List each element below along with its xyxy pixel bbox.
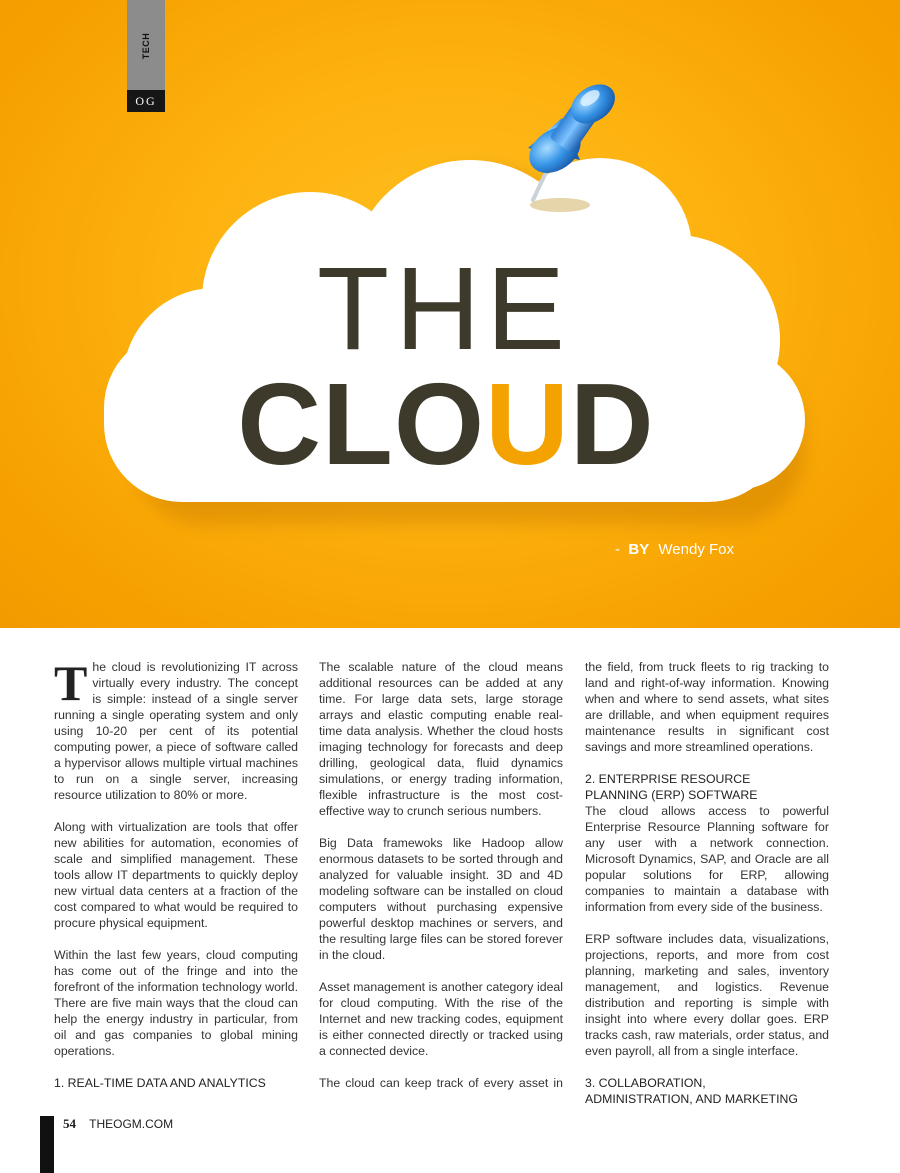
title-part-1: CLO	[237, 359, 486, 489]
site-url: THEOGM.COM	[89, 1117, 174, 1131]
byline-dash: -	[615, 541, 621, 558]
paragraph: Big Data framewoks like Hadoop allow enormous datasets to be sorted through and analyzed for valuable insight. 3D and 4D modeling software can be installed on cloud computers without purchasing expensive powerful desktop machines or servers, and the resulting large files can be stored forever in the cloud.	[319, 836, 563, 962]
paragraph	[54, 655, 298, 803]
article-column-3	[585, 659, 829, 1123]
paragraph: the field, from truck fleets to rig tracking to land and right-of-way information. Knowing when and where to send assets, what sites are drillable, and when equipment requires maintenance results in significant cost savings and more streamlined operations.	[585, 660, 829, 754]
drop-cap: T	[54, 655, 88, 711]
paragraph: The cloud allows access to powerful Enterprise Resource Planning software for any user with a network connection. Microsoft Dynamics, SAP, and Oracle are all popular solutions for ERP, allowing companies to maintain a database with information from every side of the business.	[585, 804, 829, 914]
paragraph: The cloud can keep track of every asset in	[319, 1076, 563, 1090]
title-line-2	[0, 359, 896, 489]
page-number: 54	[63, 1116, 76, 1131]
og-logo: OG	[127, 90, 165, 112]
footer	[63, 1116, 173, 1132]
paragraph-text: he cloud is revolutionizing IT across virtually every industry. The concept is simple: instead of a single server running a single operating system and only using 10-20 per cent of its potential computing power, a piece of software called a hypervisor allows multiple virtual machines to run on a single server, increasing resource utilization to 80% or more.	[54, 660, 298, 802]
title-part-2: D	[569, 359, 655, 489]
footer-bar	[40, 1116, 54, 1173]
section-tab	[127, 0, 165, 112]
author-name: Wendy Fox	[658, 541, 734, 558]
section-label-box	[127, 0, 165, 90]
title-highlight: U	[485, 359, 570, 489]
section-heading-3-line1: 3. COLLABORATION,	[585, 1076, 706, 1090]
byline-by: BY	[628, 541, 650, 558]
byline	[615, 541, 734, 558]
article-column-1	[54, 655, 298, 1107]
paragraph: The scalable nature of the cloud means additional resources can be added at any time. For large data sets, large storage arrays and elastic computing enable real-time data analysis. Whether the cloud hosts imaging technology for forecasts and deep drilling, geological data, fluid dynamics simulations, or energy trading information, flexible infrastructure is the most cost-effective way to crunch serious numbers.	[319, 660, 563, 818]
paragraph: Along with virtualization are tools that offer new abilities for automation, economies of scale and simplified management. These tools allow IT departments to quickly deploy new virtual data centers at a fraction of the cost compared to what would be required to procure physical equipment.	[54, 820, 298, 930]
title-line-1: THE	[317, 243, 571, 375]
paragraph: Asset management is another category ideal for cloud computing. With the rise of the Internet and new tracking codes, equipment is either connected directly or tracked using a connected device.	[319, 980, 563, 1058]
section-label: TECH	[141, 32, 151, 60]
section-heading-3-line2: ADMINISTRATION, AND MARKETING	[585, 1092, 798, 1106]
paragraph: Within the last few years, cloud computing has come out of the fringe and into the forefront of the information technology world. There are five main ways that the cloud can help the energy industry in particular, from oil and gas companies to global mining operations.	[54, 948, 298, 1058]
paragraph: ERP software includes data, visualizations, projections, reports, and more from cost planning, marketing and sales, inventory management, and logistics. Revenue distribution and reporting is simple with insight into where every dollar goes. ERP tracks cash, raw materials, order status, and even payroll, all from a single interface.	[585, 932, 829, 1058]
section-heading-2-line1: 2. ENTERPRISE RESOURCE	[585, 772, 751, 786]
section-heading-1: 1. REAL-TIME DATA AND ANALYTICS	[54, 1076, 266, 1090]
section-heading-2-line2: PLANNING (ERP) SOFTWARE	[585, 788, 758, 802]
article-column-2	[319, 659, 563, 1107]
